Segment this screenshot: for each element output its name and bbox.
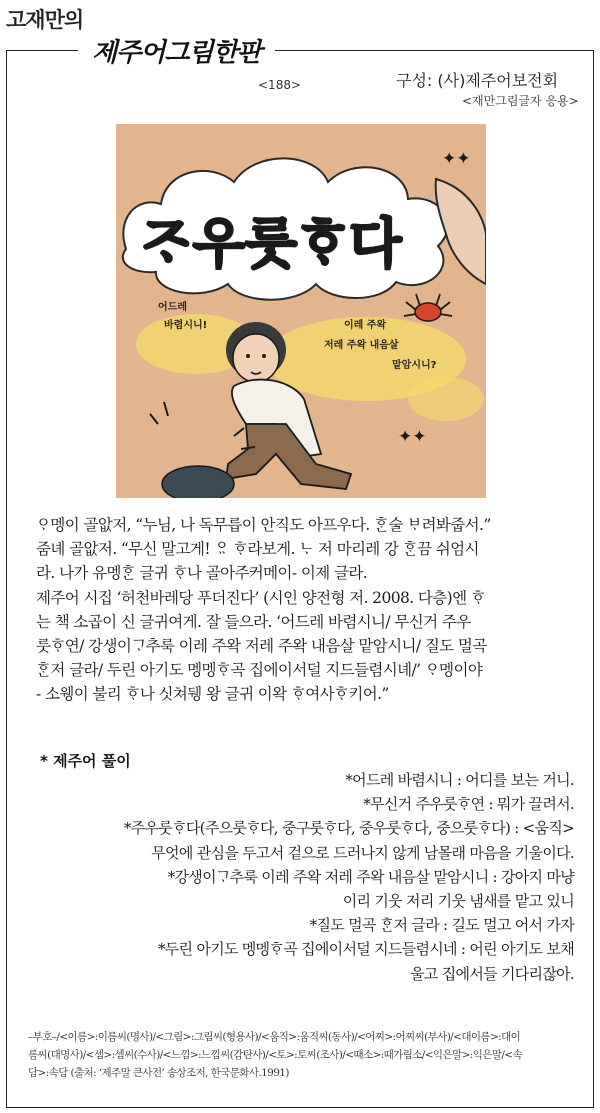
- notes-line: 름씨(대명사)/<셈>:셈씨(수사)/<느낌>:느낌씨(감탄사)/<토>:토씨(조사)/<때소>:때가림소/<익은말>:익은말/<속: [28, 1049, 523, 1061]
- cartoon-illustration: [116, 124, 486, 498]
- glossary-heading: * 제주어 풀이: [40, 752, 131, 770]
- speech-left-line-2: 바렴시니!: [164, 320, 208, 331]
- glossary-line: 무엇에 관심을 두고서 겉으로 드러나지 않게 남몰래 마음을 기울이다.: [151, 843, 574, 862]
- glossary-line: *두린 아기도 멩멩ᄒᆞ곡 집에이서덜 지드들렴시네 : 어린 아기도 보채: [157, 940, 574, 959]
- speech-right-line-3: 맡암시니?: [392, 360, 437, 371]
- notes-line: 담>:속담 (출처: ‘제주말 큰사전’ 송상조저, 한국문화사.1991): [28, 1067, 289, 1079]
- speech-left-line-1: 어드레: [158, 302, 187, 313]
- speech-right-line-2: 저레 주왁 내음살: [324, 340, 399, 351]
- body-line: 라. 나가 유멩ᄒᆞᆫ 글귀 ᄒᆞ나 골아주커메이- 이제 글라.: [36, 564, 368, 583]
- body-line: 제주어 시집 ‘허천바레당 푸더진다’ (시인 양전형 저. 2008. 다층)엔 ᄒᆞ: [36, 588, 486, 607]
- body-line: 룻ᄒᆞ연/ 강생이ᄀᆞ추룩 이레 주왁 저레 주왁 내음살 맡암시니/ 질도 멀곡: [36, 637, 487, 656]
- body-line: ᄋᆞ멩이 골앖저, “누님, 나 독무릅이 안직도 아프우다. ᄒᆞᆫ술 ᄇᆞ려봐줍서.”: [36, 516, 491, 534]
- notes-line: –부호–/<이름>:이름씨(명사)/<그림>:그림씨(형용사)/<움직>:움직씨(동사)/<어찌>:어찌씨(부사)/<대이름>:대이: [28, 1031, 521, 1043]
- article-body: [36, 513, 576, 707]
- rock-shape: [162, 466, 234, 498]
- glossary-line: *주우룻ᄒᆞ다(주으룻ᄒᆞ다, 중구룻ᄒᆞ다, 중우룻ᄒᆞ다, 중으룻ᄒᆞ다) : <움직>: [123, 819, 574, 838]
- glossary-line: *어드레 바렴시니 : 어디를 보는 거니.: [345, 771, 574, 789]
- glossary-line: 이리 기웃 저리 기웃 냄새를 맡고 있니: [342, 892, 574, 911]
- credit-line: 구성: (사)제주어보전회: [396, 71, 559, 90]
- column-author-title: 고재만의: [6, 8, 84, 32]
- glossary-line: *강생이ᄀᆞ추룩 이레 주왁 저레 주왁 내음살 맡암시니 : 강아지 마냥: [167, 867, 574, 886]
- abbreviation-notes: [28, 1028, 576, 1082]
- sparkle-mark-bottom: ✦✦: [398, 427, 427, 447]
- issue-number: <188>: [258, 78, 302, 92]
- body-line: 줌녜 골앖저. “무신 말고게! ᄋᆢ ᄒᆞ라보게. ᄂᆞ 저 마리레 강 ᄒᆞᆫ끔 쉬엄시: [36, 540, 479, 559]
- credit-subline: <재만그림글자 응용>: [462, 94, 579, 108]
- glossary-line: 울고 집에서들 기다리잖아.: [410, 964, 574, 983]
- body-line: 는 책 소곱이 신 글귀여게. 잘 들으라. ‘어드레 바렴시니/ 무신거 주우: [36, 612, 471, 631]
- cartoon-svg: [116, 124, 486, 498]
- body-line: ᄒᆞᆫ저 글라/ 두린 아기도 멩멩ᄒᆞ곡 집에이서덜 지드들렴시녜/’ ᄋᆞ멩이야: [36, 661, 483, 680]
- cartoon-title-text: ᄌᆞ우룻ᄒᆞ다: [140, 212, 402, 275]
- glossary: [124, 768, 574, 986]
- glossary-line: *질도 멀곡 ᄒᆞᆫ저 글라 : 길도 멀고 어서 가자: [309, 916, 574, 935]
- glossary-line: *무신거 주우룻ᄒᆞ연 : 뭐가 끌려서.: [363, 795, 574, 814]
- yellow-wash-far: [408, 377, 484, 421]
- body-line: - 소웽이 불리 ᄒᆞ나 싯쳐뒝 왕 글귀 이왁 ᄒᆞ여사ᄒᆞ키어.”: [36, 685, 389, 704]
- speech-right-line-1: 이레 주왁: [344, 320, 387, 331]
- series-logo: 제주어그림한판: [78, 38, 275, 68]
- sparkle-mark-top: ✦✦: [442, 149, 471, 169]
